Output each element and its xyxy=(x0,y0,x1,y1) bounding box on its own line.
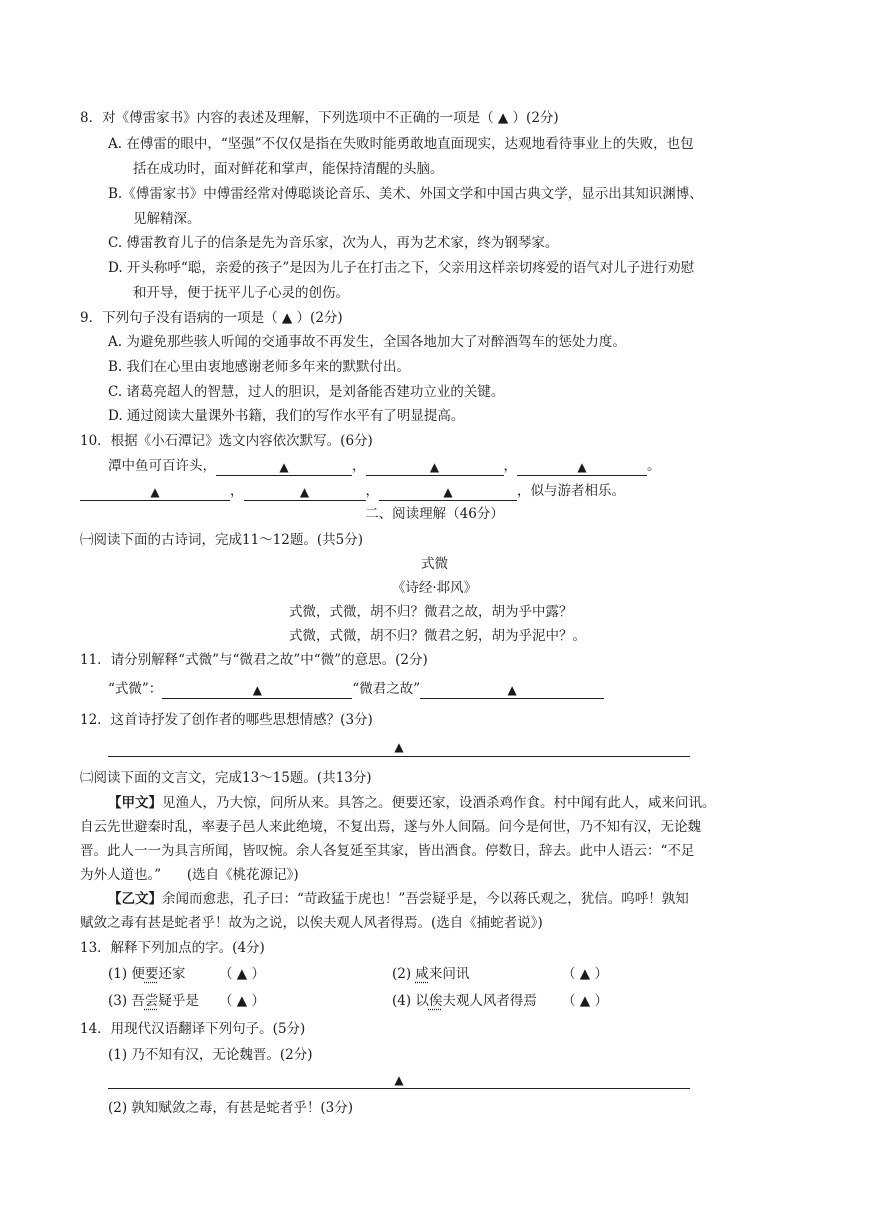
answer-mark: ▲ xyxy=(429,460,440,474)
q9-option-c: C. 诸葛亮超人的智慧，过人的胆识，是刘备能否建功立业的关键。 xyxy=(108,384,505,400)
q13-item-4 xyxy=(392,991,537,1011)
q13-item-1 xyxy=(108,964,185,984)
q10-stem: 10．根据《小石潭记》选文内容依次默写。(6分) xyxy=(80,433,373,449)
q11-answers xyxy=(108,679,604,699)
q8-option-a-line1: A. 在傅雷的眼中，“坚强”不仅仅是指在失败时能勇敢地直面现实，达观地看待事业上的失败，也包 xyxy=(108,136,694,152)
q11-blank-1[interactable] xyxy=(162,680,352,699)
q9-option-a: A. 为避免那些骇人听闻的交通事故不再发生，全国各地加大了对醉酒驾车的惩处力度。 xyxy=(108,334,626,350)
answer-mark: ▲ xyxy=(299,485,310,499)
comma: ， xyxy=(503,458,517,474)
section-title: 二、阅读理解（46分） xyxy=(365,506,504,522)
answer-mark: ▲ xyxy=(443,485,453,499)
dotted-char: 尝 xyxy=(144,993,159,1009)
answer-mark: ▲ xyxy=(507,683,517,697)
q14-sentence-2: (2) 孰知赋敛之毒，有甚是蛇者乎！(3分) xyxy=(108,1100,354,1116)
answer-mark: ▲ xyxy=(394,740,404,754)
passage-jia-line4: 为外人道也。” (选自《桃花源记》) xyxy=(80,867,299,883)
q8-option-d-line1: D. 开头称呼“聪，亲爱的孩子”是因为儿子在打击之下，父亲用这样亲切疼爱的语气对儿子进行劝慰 xyxy=(108,260,695,276)
q10-lead: 潭中鱼可百许头， xyxy=(108,458,216,474)
passage-jia-label: 【甲文】 xyxy=(108,795,162,811)
comma: ， xyxy=(230,483,244,499)
q13-answer-4[interactable]: （ ▲ ） xyxy=(562,993,608,1009)
comma: ， xyxy=(365,483,379,499)
answer-mark: ▲ xyxy=(394,1073,404,1087)
q13-stem: 13．解释下列加点的字。(4分) xyxy=(80,940,265,956)
q13-item-2 xyxy=(392,964,469,984)
item-prefix: (3) 吾 xyxy=(108,993,145,1009)
item-suffix: 疑乎是 xyxy=(158,993,199,1009)
dotted-char: 咸 xyxy=(415,966,429,982)
q14-sentence-1: (1) 乃不知有汉，无论魏晋。(2分) xyxy=(108,1047,313,1063)
period: 。 xyxy=(647,458,661,474)
dotted-char: 要 xyxy=(144,966,159,982)
q10-blank-4[interactable] xyxy=(80,482,230,501)
q8-option-d-line2: 和开导，便于抚平儿子心灵的创伤。 xyxy=(133,285,349,301)
q10-blank-3[interactable] xyxy=(517,457,647,476)
q12-stem: 12．这首诗抒发了创作者的哪些思想情感？(3分) xyxy=(80,712,373,728)
item-suffix: 还家 xyxy=(158,966,186,982)
q9-option-b: B. 我们在心里由衷地感谢老师多年来的默默付出。 xyxy=(108,359,411,375)
poem-line-2: 式微，式微，胡不归？微君之躬，胡为乎泥中？。 xyxy=(289,628,586,644)
q12-answer-mark xyxy=(108,737,690,757)
poem-source: 《诗经·邶风》 xyxy=(391,580,478,596)
q10-line2 xyxy=(80,481,625,501)
q10-tail: ，似与游者相乐。 xyxy=(517,483,625,499)
item-suffix: 夫观人风者得焉 xyxy=(442,993,537,1009)
q14-answer-line[interactable] xyxy=(108,1088,690,1089)
q8-option-c: C. 傅雷教育儿子的信条是先为音乐家，次为人，再为艺术家，终为钢琴家。 xyxy=(108,235,559,251)
item-prefix: (2) xyxy=(392,966,416,982)
passage-jia-line3: 晋。此人一一为具言所闻，皆叹惋。余人各复延至其家，皆出酒食。停数日，辞去。此中人语云：“不足 xyxy=(80,843,695,859)
q8-option-b-line1: B.《傅雷家书》中傅雷经常对傅聪谈论音乐、美术、外国文学和中国古典文学，显示出其知识渊博、 xyxy=(108,186,703,202)
q12-answer-line[interactable] xyxy=(108,756,690,757)
q14-stem: 14．用现代汉语翻译下列句子。(5分) xyxy=(80,1021,306,1037)
item-prefix: (1) 便 xyxy=(108,966,145,982)
item-prefix: (4) 以 xyxy=(392,993,429,1009)
passage-yi-label: 【乙文】 xyxy=(108,891,162,907)
comma: ， xyxy=(352,458,366,474)
q11-label-2: “微君之故” xyxy=(352,681,421,697)
answer-mark: ▲ xyxy=(577,460,587,474)
dotted-char: 俟 xyxy=(428,993,443,1009)
item-suffix: 来问讯 xyxy=(428,966,470,982)
answer-mark: ▲ xyxy=(252,683,262,697)
q8-option-a-line2: 括在成功时，面对鲜花和掌声，能保持清醒的头脑。 xyxy=(133,161,444,177)
q13-answer-2[interactable]: （ ▲ ） xyxy=(562,966,608,982)
q13-answer-1[interactable]: （ ▲ ） xyxy=(219,966,265,982)
q10-blank-5[interactable] xyxy=(244,482,366,501)
passage-yi-line1 xyxy=(80,889,689,909)
q10-blank-1[interactable] xyxy=(216,457,352,476)
q10-blank-6[interactable] xyxy=(379,482,517,501)
passage-jia-line1 xyxy=(80,793,716,813)
q8-option-b-line2: 见解精深。 xyxy=(133,211,201,227)
classical-intro: ㈡阅读下面的文言文，完成13～15题。(共13分) xyxy=(80,770,372,786)
passage-jia-text: 见渔人，乃大惊，问所从来。具答之。便要还家，设酒杀鸡作食。村中闻有此人，咸来问讯。 xyxy=(162,795,716,811)
passage-jia-line2: 自云先世避秦时乱，率妻子邑人来此绝境，不复出焉，遂与外人间隔。问今是何世，乃不知有汉，无论魏 xyxy=(80,819,701,835)
q13-answer-3[interactable]: （ ▲ ） xyxy=(219,993,265,1009)
q14-answer-mark xyxy=(108,1070,690,1090)
poem-line-1: 式微，式微，胡不归？微君之故，胡为乎中露？ xyxy=(289,604,573,620)
passage-yi-text: 余闻而愈悲，孔子曰：“苛政猛于虎也！”吾尝疑乎是，今以蒋氏观之，犹信。呜呼！孰知 xyxy=(162,891,689,907)
q13-item-3 xyxy=(108,991,199,1011)
q9-option-d: D. 通过阅读大量课外书籍，我们的写作水平有了明显提高。 xyxy=(108,408,465,424)
q10-blank-2[interactable] xyxy=(366,457,504,476)
passage-yi-line2: 赋敛之毒有甚是蛇者乎！故为之说，以俟夫观人风者得焉。(选自《捕蛇者说》) xyxy=(80,915,543,931)
q11-stem: 11．请分别解释“式微”与“微君之故”中“微”的意思。(2分) xyxy=(80,652,428,668)
answer-mark: ▲ xyxy=(150,485,160,499)
q9-stem: 9．下列句子没有语病的一项是（ ▲ ）(2分) xyxy=(80,310,343,326)
poem-title: 式微 xyxy=(421,556,448,572)
poem-intro: ㈠阅读下面的古诗词，完成11～12题。(共5分) xyxy=(80,532,363,548)
q11-blank-2[interactable] xyxy=(420,680,604,699)
q8-stem: 8．对《傅雷家书》内容的表述及理解，下列选项中不正确的一项是（ ▲ ）(2分) xyxy=(80,110,559,126)
answer-mark: ▲ xyxy=(279,460,289,474)
q10-line1 xyxy=(108,456,661,476)
q11-label-1: “式微”： xyxy=(108,681,163,697)
